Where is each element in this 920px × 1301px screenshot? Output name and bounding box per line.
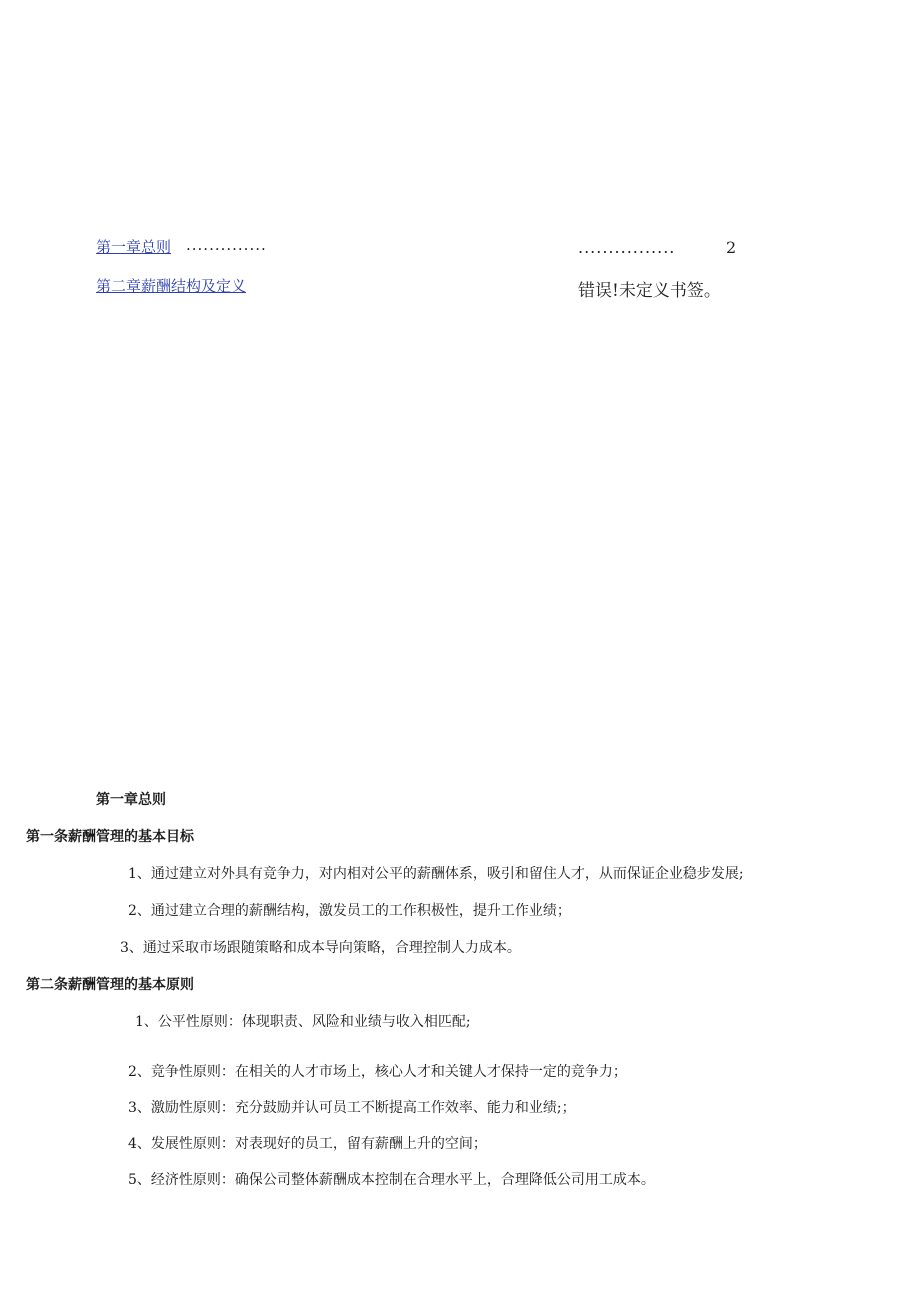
- article-2-item-5: 5、经济性原则：确保公司整体薪酬成本控制在合理水平上，合理降低公司用工成本。: [128, 1172, 655, 1188]
- chapter-title: 第一章总则: [96, 792, 166, 808]
- article-1-item-2: 2、通过建立合理的薪酬结构，激发员工的工作积极性，提升工作业绩；: [128, 903, 571, 919]
- article-1-item-3: 3、通过采取市场跟随策略和成本导向策略，合理控制人力成本。: [120, 940, 521, 956]
- toc-leader-dots: ..............: [186, 236, 267, 254]
- toc-link-chapter-2[interactable]: 第二章薪酬结构及定义: [96, 277, 247, 295]
- toc-page-leader: ................: [578, 238, 676, 257]
- toc-page-number: 2: [726, 238, 738, 257]
- article-2-item-3: 3、激励性原则：充分鼓励并认可员工不断提高工作效率、能力和业绩;；: [128, 1100, 576, 1116]
- article-title-2: 第二条薪酬管理的基本原则: [26, 977, 194, 993]
- article-2-item-1: 1、公平性原则：体现职责、风险和业绩与收入相匹配;: [135, 1014, 471, 1030]
- toc-link-chapter-1[interactable]: 第一章总则: [96, 238, 172, 256]
- article-title-1: 第一条薪酬管理的基本目标: [26, 829, 194, 845]
- toc-bookmark-error: 错误!未定义书签。: [578, 281, 721, 301]
- article-2-item-2: 2、竞争性原则：在相关的人才市场上，核心人才和关键人才保持一定的竞争力；: [128, 1064, 627, 1080]
- article-2-item-4: 4、发展性原则：对表现好的员工，留有薪酬上升的空间；: [128, 1136, 487, 1152]
- article-1-item-1: 1、通过建立对外具有竞争力，对内相对公平的薪酬体系，吸引和留住人才，从而保证企业稳步发展;: [128, 866, 744, 882]
